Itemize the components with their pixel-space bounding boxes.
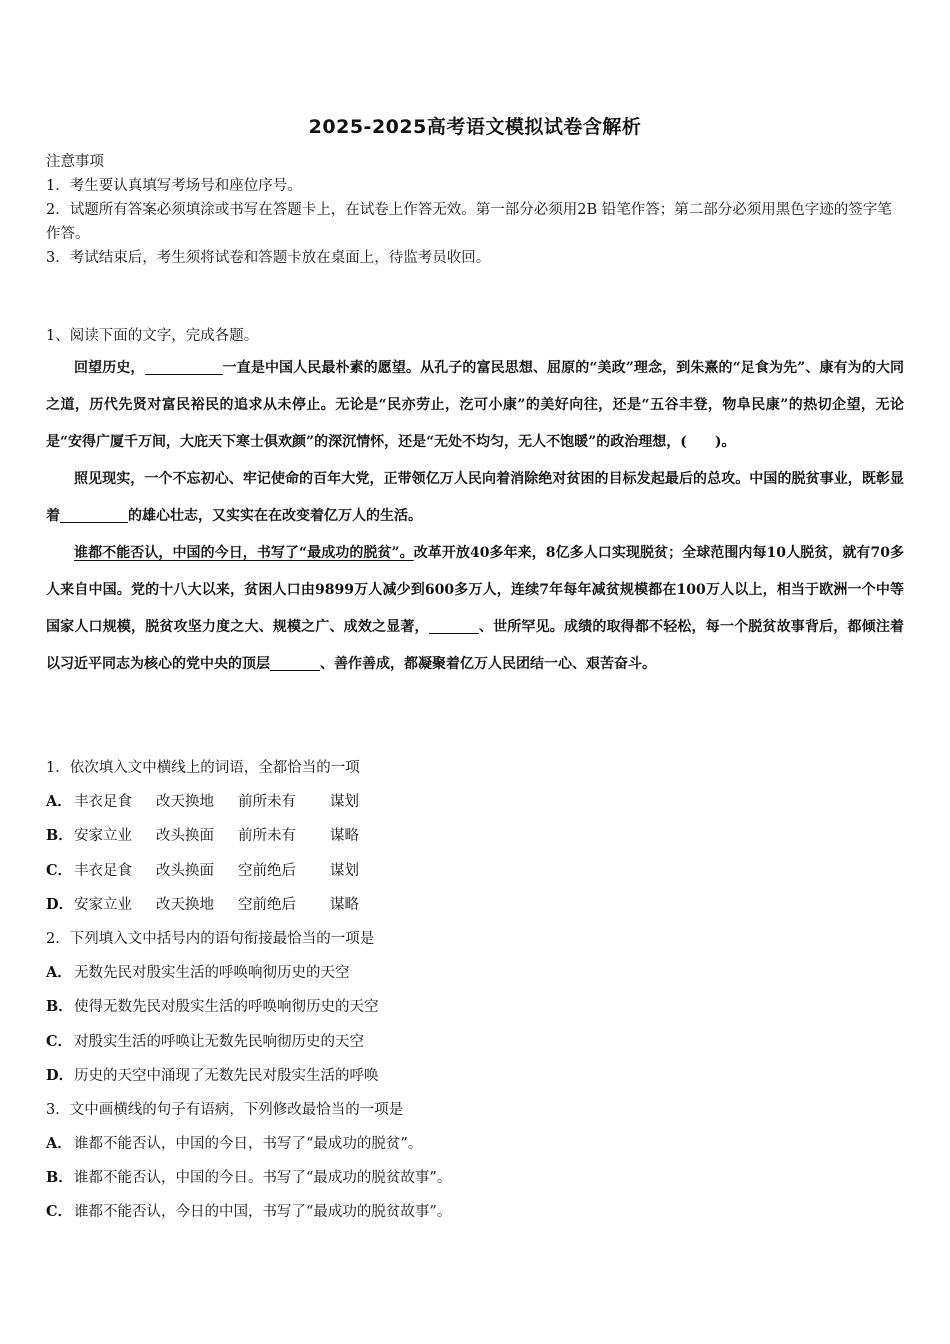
notice-item: 3．考试结束后，考生须将试卷和答题卡放在桌面上，待监考员收回。: [46, 250, 491, 266]
reading-passage: [46, 350, 904, 683]
passage-text: 改革开放40多年来，8亿多人口实现脱贫；全球范围内每10人脱贫，就有70多人来自中国。党的十八大以来，贫困人口由9899万人减少到600多万人，连续7年每年减贫规模都在100万人以上，相当于欧洲一个中等国家人口规模，脱贫攻坚力度之大、规模之广、成效之显著，: [46, 545, 904, 635]
option-row[interactable]: [46, 956, 906, 990]
option-word: 谋划: [330, 862, 359, 879]
option-letter: B．: [46, 998, 73, 1016]
notice-item: 2．试题所有答案必须填涂或书写在答题卡上，在试卷上作答无效。第一部分必须用2B 铅笔作答；第二部分必须用黑色字迹的签字笔作答。: [46, 202, 892, 242]
option-letter: C．: [46, 861, 73, 879]
option-word: 前所未有: [238, 828, 296, 845]
option-word: 谋略: [330, 828, 359, 845]
option-row[interactable]: [46, 1025, 906, 1059]
option-row[interactable]: [46, 1195, 906, 1229]
passage-text: 照见现实，一个不忘初心、牢记使命的百年大党，正带领亿万人民向着消除绝对贫困的目标发起最后的总攻。中国的脱贫事业，既彰显着: [46, 471, 904, 524]
option-letter: A．: [46, 793, 72, 811]
section-heading: 1、阅读下面的文字，完成各题。: [46, 328, 259, 344]
option-text: 对殷实生活的呼唤让无数先民响彻历史的天空: [74, 1033, 364, 1050]
option-text: 谁都不能否认，中国的今日。书写了“最成功的脱贫故事”。: [74, 1170, 452, 1187]
fill-blank-3: [429, 619, 479, 634]
option-letter: A．: [46, 1135, 72, 1153]
question-stem: 2．下列填入文中括号内的语句衔接最恰当的一项是: [46, 930, 375, 947]
option-row[interactable]: [46, 888, 906, 922]
option-letter: D．: [46, 895, 74, 913]
notice-item: 1．考生要认真填写考场号和座位序号。: [46, 178, 302, 194]
option-word: 谋划: [330, 794, 359, 811]
notice-section: [46, 150, 906, 270]
option-word: 前所未有: [238, 794, 296, 811]
option-word: 改天换地: [156, 896, 214, 913]
passage-text: 一直是中国人民最朴素的愿望。从孔子的富民思想、屈原的“美政”理念，到朱熹的“足食为先”、康有为的大同之道，历代先贤对富民裕民的追求从未停止。无论是“民亦劳止，汔可小康”的美好向往，还是“五谷丰登，物阜民康”的热切企望，无论是“安得广厦千万间，大庇天下寒士俱欢颜”的深沉情怀，还是“无处不均匀，无人不饱暖”的政治理想，( )。: [46, 360, 904, 450]
option-letter: C．: [46, 1032, 73, 1050]
page-title: 2025-2025高考语文模拟试卷含解析: [308, 116, 642, 138]
passage-text: 、善作善成，都凝聚着亿万人民团结一心、艰苦奋斗。: [320, 656, 656, 672]
option-letter: B．: [46, 827, 73, 845]
option-row[interactable]: [46, 854, 906, 888]
passage-text: 回望历史，: [74, 360, 145, 376]
option-word: 安家立业: [74, 896, 132, 913]
option-word: 丰衣足食: [74, 862, 132, 879]
option-text: 谁都不能否认，今日的中国，书写了“最成功的脱贫故事”。: [74, 1204, 452, 1221]
option-row[interactable]: [46, 1161, 906, 1195]
option-text: 历史的天空中涌现了无数先民对殷实生活的呼唤: [74, 1067, 379, 1084]
fill-blank-1: [145, 360, 223, 375]
option-word: 改天换地: [156, 794, 214, 811]
option-row[interactable]: [46, 1059, 906, 1093]
passage-text: 、世所罕见。成绩的取得都不轻松，每一个脱贫故事背后，都倾注着以习近平同志为核心的党中央的顶层: [46, 619, 905, 672]
option-row[interactable]: [46, 990, 906, 1024]
option-word: 丰衣足食: [74, 794, 132, 811]
option-letter: A．: [46, 964, 72, 982]
fill-blank-2: [60, 508, 128, 523]
option-letter: B．: [46, 1169, 73, 1187]
option-word: 空前绝后: [238, 896, 296, 913]
option-row[interactable]: [46, 819, 906, 853]
option-letter: D．: [46, 1066, 74, 1084]
option-word: 空前绝后: [238, 862, 296, 879]
passage-text: 的雄心壮志，又实实在在改变着亿万人的生活。: [128, 508, 422, 524]
questions-section: [46, 751, 906, 1230]
option-row[interactable]: [46, 785, 906, 819]
option-text: 使得无数先民对殷实生活的呼唤响彻历史的天空: [74, 999, 379, 1016]
passage-paragraph-2: [46, 461, 904, 535]
option-word: 改头换面: [156, 862, 214, 879]
notice-heading: 注意事项: [46, 154, 104, 170]
option-row[interactable]: [46, 1127, 906, 1161]
passage-paragraph-1: [46, 350, 904, 461]
question-stem: 1．依次填入文中横线上的词语，全都恰当的一项: [46, 760, 360, 776]
option-word: 安家立业: [74, 828, 132, 845]
passage-paragraph-3: [46, 535, 904, 683]
option-text: 谁都不能否认，中国的今日，书写了“最成功的脱贫”。: [74, 1136, 423, 1153]
option-word: 改头换面: [156, 828, 214, 845]
question-stem: 3．文中画横线的句子有语病，下列修改最恰当的一项是: [46, 1101, 404, 1118]
option-word: 谋略: [330, 896, 359, 913]
option-text: 无数先民对殷实生活的呼唤响彻历史的天空: [74, 965, 350, 982]
fill-blank-4: [270, 656, 320, 671]
option-letter: C．: [46, 1203, 73, 1221]
underlined-sentence: 谁都不能否认，中国的今日，书写了“最成功的脱贫”。: [74, 545, 414, 561]
